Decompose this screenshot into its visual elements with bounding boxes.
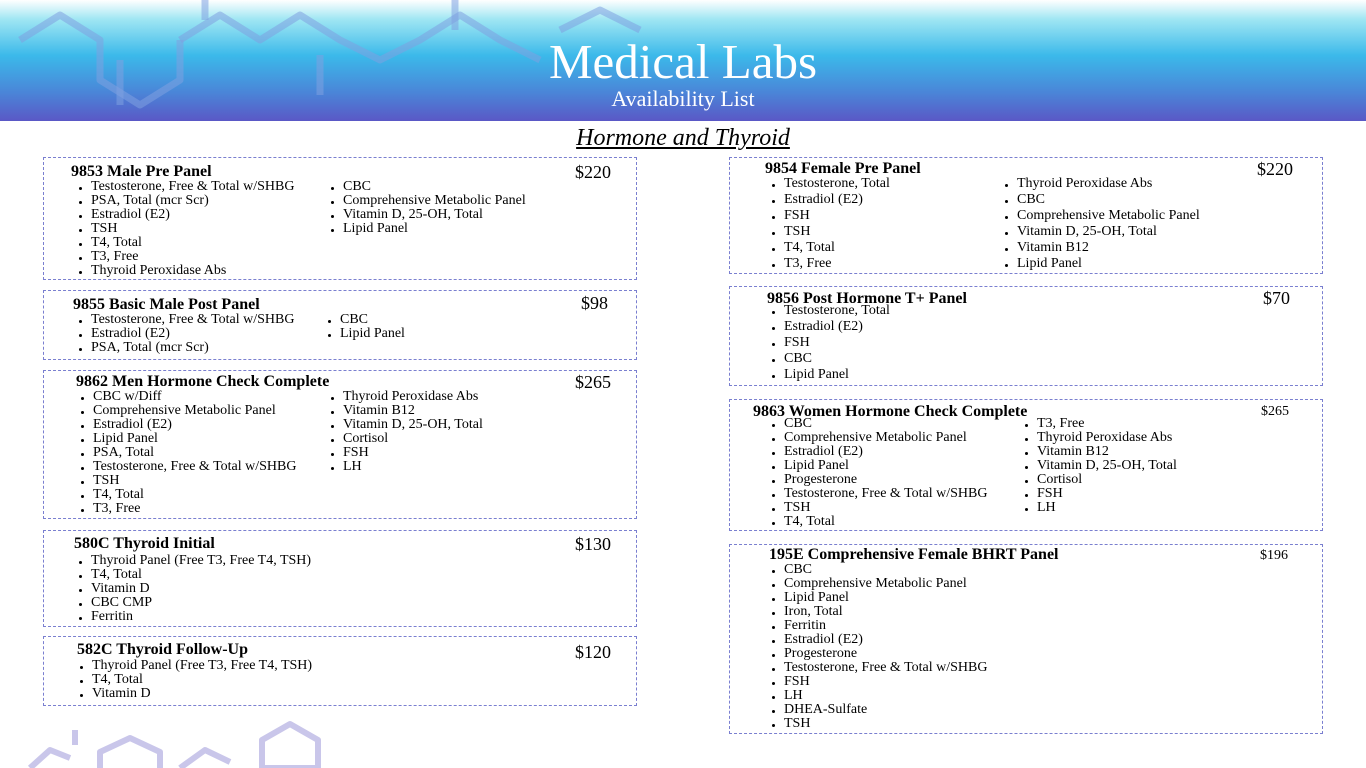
list-item: FSH xyxy=(1023,487,1177,501)
list-item: T3, Free xyxy=(770,256,890,272)
panel-name: 9863 Women Hormone Check Complete xyxy=(753,403,1028,420)
panel-name: 580C Thyroid Initial xyxy=(74,535,215,552)
list-item: T4, Total xyxy=(77,568,311,582)
list-item: PSA, Total (mcr Scr) xyxy=(77,341,294,355)
list-item: CBC xyxy=(770,351,890,367)
panel-price: $196 xyxy=(1260,548,1288,563)
list-item: FSH xyxy=(770,335,890,351)
list-item: CBC xyxy=(329,180,526,194)
list-item: Comprehensive Metabolic Panel xyxy=(79,404,296,418)
list-item: Vitamin D, 25-OH, Total xyxy=(1023,459,1177,473)
list-item: Testosterone, Free & Total w/SHBG xyxy=(770,661,987,675)
list-item: Lipid Panel xyxy=(770,591,987,605)
panel-name: 9855 Basic Male Post Panel xyxy=(73,296,260,313)
panel-name: 9853 Male Pre Panel xyxy=(71,163,212,180)
molecule-decoration-icon xyxy=(0,700,360,768)
list-item: Estradiol (E2) xyxy=(79,418,296,432)
panel-price: $98 xyxy=(581,293,608,313)
panel-items-col1 xyxy=(770,303,890,383)
panel-items-col1 xyxy=(77,180,294,278)
list-item: Vitamin D, 25-OH, Total xyxy=(1003,224,1200,240)
list-item: Vitamin D xyxy=(77,582,311,596)
list-item: Comprehensive Metabolic Panel xyxy=(770,577,987,591)
list-item: Thyroid Panel (Free T3, Free T4, TSH) xyxy=(77,554,311,568)
list-item: T4, Total xyxy=(79,488,296,502)
panel-195e xyxy=(729,544,1323,734)
panel-9853 xyxy=(43,157,637,280)
list-item: Estradiol (E2) xyxy=(77,327,294,341)
panel-items-col2 xyxy=(329,390,483,474)
panel-price: $265 xyxy=(575,372,611,392)
panel-name: 9862 Men Hormone Check Complete xyxy=(76,373,330,390)
list-item: Cortisol xyxy=(329,432,483,446)
list-item: Lipid Panel xyxy=(329,222,526,236)
panel-9863 xyxy=(729,399,1323,531)
list-item: Iron, Total xyxy=(770,605,987,619)
panel-name: 195E Comprehensive Female BHRT Panel xyxy=(769,546,1059,563)
panel-items-col1 xyxy=(79,390,296,516)
list-item: Estradiol (E2) xyxy=(77,208,294,222)
list-item: FSH xyxy=(770,675,987,689)
list-item: CBC CMP xyxy=(77,596,311,610)
list-item: Vitamin D, 25-OH, Total xyxy=(329,208,526,222)
list-item: Progesterone xyxy=(770,647,987,661)
list-item: Testosterone, Free & Total w/SHBG xyxy=(77,313,294,327)
list-item: DHEA-Sulfate xyxy=(770,703,987,717)
list-item: FSH xyxy=(329,446,483,460)
list-item: Thyroid Peroxidase Abs xyxy=(1003,176,1200,192)
panel-price: $220 xyxy=(575,162,611,182)
panel-items-col2 xyxy=(1003,176,1200,272)
list-item: Testosterone, Total xyxy=(770,176,890,192)
list-item: Thyroid Peroxidase Abs xyxy=(77,264,294,278)
list-item: Vitamin B12 xyxy=(329,404,483,418)
list-item: Testosterone, Total xyxy=(770,303,890,319)
list-item: Estradiol (E2) xyxy=(770,192,890,208)
list-item: Vitamin B12 xyxy=(1003,240,1200,256)
panel-name: 9856 Post Hormone T+ Panel xyxy=(767,290,967,307)
list-item: TSH xyxy=(770,501,987,515)
panel-items-col1 xyxy=(770,417,987,529)
list-item: Thyroid Peroxidase Abs xyxy=(329,390,483,404)
list-item: Estradiol (E2) xyxy=(770,445,987,459)
list-item: Ferritin xyxy=(770,619,987,633)
list-item: CBC xyxy=(770,563,987,577)
panel-price: $265 xyxy=(1261,404,1289,419)
panel-582c xyxy=(43,636,637,706)
list-item: Vitamin D, 25-OH, Total xyxy=(329,418,483,432)
list-item: Lipid Panel xyxy=(326,327,405,341)
list-item: CBC w/Diff xyxy=(79,390,296,404)
panel-name: 9854 Female Pre Panel xyxy=(765,160,921,177)
list-item: TSH xyxy=(79,474,296,488)
list-item: Thyroid Peroxidase Abs xyxy=(1023,431,1177,445)
panel-items-col2 xyxy=(329,180,526,236)
list-item: Vitamin B12 xyxy=(1023,445,1177,459)
list-item: Comprehensive Metabolic Panel xyxy=(329,194,526,208)
panel-price: $70 xyxy=(1263,288,1290,308)
list-item: T4, Total xyxy=(78,673,312,687)
list-item: Comprehensive Metabolic Panel xyxy=(1003,208,1200,224)
list-item: Ferritin xyxy=(77,610,311,624)
page-subtitle: Availability List xyxy=(611,86,755,111)
list-item: CBC xyxy=(1003,192,1200,208)
list-item: Estradiol (E2) xyxy=(770,319,890,335)
list-item: CBC xyxy=(326,313,405,327)
panel-9854 xyxy=(729,157,1323,274)
list-item: LH xyxy=(1023,501,1177,515)
list-item: PSA, Total (mcr Scr) xyxy=(77,194,294,208)
list-item: FSH xyxy=(770,208,890,224)
list-item: Progesterone xyxy=(770,473,987,487)
section-title: Hormone and Thyroid xyxy=(576,125,790,151)
list-item: TSH xyxy=(770,717,987,731)
panel-items-col1 xyxy=(77,313,294,355)
panel-items-col2 xyxy=(326,313,405,341)
panel-items-col1 xyxy=(77,554,311,624)
panel-items-col2 xyxy=(1023,417,1177,515)
list-item: Vitamin D xyxy=(78,687,312,701)
list-item: TSH xyxy=(77,222,294,236)
panel-price: $220 xyxy=(1257,159,1293,179)
list-item: Estradiol (E2) xyxy=(770,633,987,647)
list-item: LH xyxy=(329,460,483,474)
page-title: Medical Labs xyxy=(548,34,818,89)
list-item: Cortisol xyxy=(1023,473,1177,487)
panel-price: $130 xyxy=(575,534,611,554)
list-item: TSH xyxy=(770,224,890,240)
panel-9856 xyxy=(729,286,1323,386)
list-item: T3, Free xyxy=(1023,417,1177,431)
panel-items-col1 xyxy=(770,176,890,272)
list-item: T4, Total xyxy=(77,236,294,250)
list-item: T3, Free xyxy=(79,502,296,516)
list-item: Lipid Panel xyxy=(79,432,296,446)
list-item: Thyroid Panel (Free T3, Free T4, TSH) xyxy=(78,659,312,673)
list-item: Lipid Panel xyxy=(1003,256,1200,272)
list-item: PSA, Total xyxy=(79,446,296,460)
header-banner xyxy=(0,0,1366,121)
panel-price: $120 xyxy=(575,642,611,662)
panel-9862 xyxy=(43,370,637,519)
list-item: Testosterone, Free & Total w/SHBG xyxy=(770,487,987,501)
list-item: LH xyxy=(770,689,987,703)
panel-580c xyxy=(43,530,637,627)
list-item: T3, Free xyxy=(77,250,294,264)
panel-items-col1 xyxy=(78,659,312,701)
list-item: Testosterone, Free & Total w/SHBG xyxy=(79,460,296,474)
list-item: Lipid Panel xyxy=(770,367,890,383)
list-item: Lipid Panel xyxy=(770,459,987,473)
list-item: Comprehensive Metabolic Panel xyxy=(770,431,987,445)
list-item: Testosterone, Free & Total w/SHBG xyxy=(77,180,294,194)
panel-9855 xyxy=(43,290,637,360)
list-item: T4, Total xyxy=(770,240,890,256)
list-item: CBC xyxy=(770,417,987,431)
list-item: T4, Total xyxy=(770,515,987,529)
panel-items-col1 xyxy=(770,563,987,731)
panel-name: 582C Thyroid Follow-Up xyxy=(77,641,248,658)
